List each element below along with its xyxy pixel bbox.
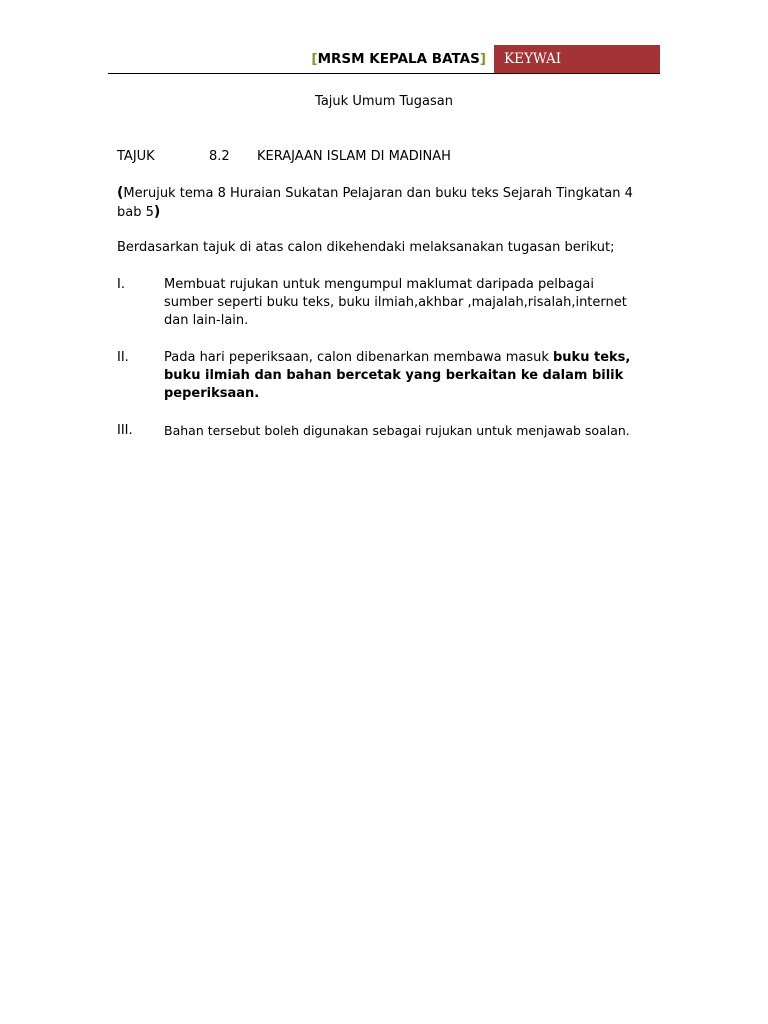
list-item-text: Membuat rujukan untuk mengumpul maklumat daripada pelbagai sumber seperti buku teks, buku ilmiah,akhbar ,majalah,risalah,internet dan lain-lain. [164, 277, 627, 328]
list-item-text-normal: Pada hari peperiksaan, calon dibenarkan membawa masuk [164, 350, 553, 365]
list-item [117, 276, 662, 330]
list-item-number: I. [117, 277, 125, 292]
list-item-number: III. [117, 423, 133, 438]
list-item-text: Bahan tersebut boleh digunakan sebagai rujukan untuk menjawab soalan. [164, 423, 630, 438]
school-name [311, 49, 486, 69]
instruction-paragraph: Berdasarkan tajuk di atas calon dikehendaki melaksanakan tugasan berikut; [117, 240, 615, 255]
topic-title: KERAJAAN ISLAM DI MADINAH [257, 149, 451, 164]
reference-text: Merujuk tema 8 Huraian Sukatan Pelajaran dan buku teks Sejarah Tingkatan 4 bab 5 [117, 186, 633, 220]
topic-label: TAJUK [117, 149, 155, 164]
list-item-number: II. [117, 350, 129, 365]
reference-close-paren: ) [153, 204, 161, 220]
topic-number: 8.2 [209, 149, 230, 164]
list-item [117, 349, 662, 403]
school-name-text: MRSM KEPALA BATAS [317, 51, 480, 67]
school-bracket-open: [ [311, 51, 318, 67]
topic-line [117, 148, 657, 166]
school-bracket-close: ] [479, 51, 486, 67]
reference-paragraph [117, 184, 657, 222]
list-item [117, 422, 662, 440]
list-item-text [164, 349, 642, 403]
keyword-badge: KEYWAI [494, 45, 660, 73]
reference-open-paren: ( [117, 185, 124, 201]
document-title: Tajuk Umum Tugasan [315, 94, 453, 109]
list-item-text-bold: buku teks, buku ilmiah dan bahan bercetak yang berkaitan ke dalam bilik peperiksaan. [164, 350, 631, 401]
page-header [108, 45, 660, 74]
